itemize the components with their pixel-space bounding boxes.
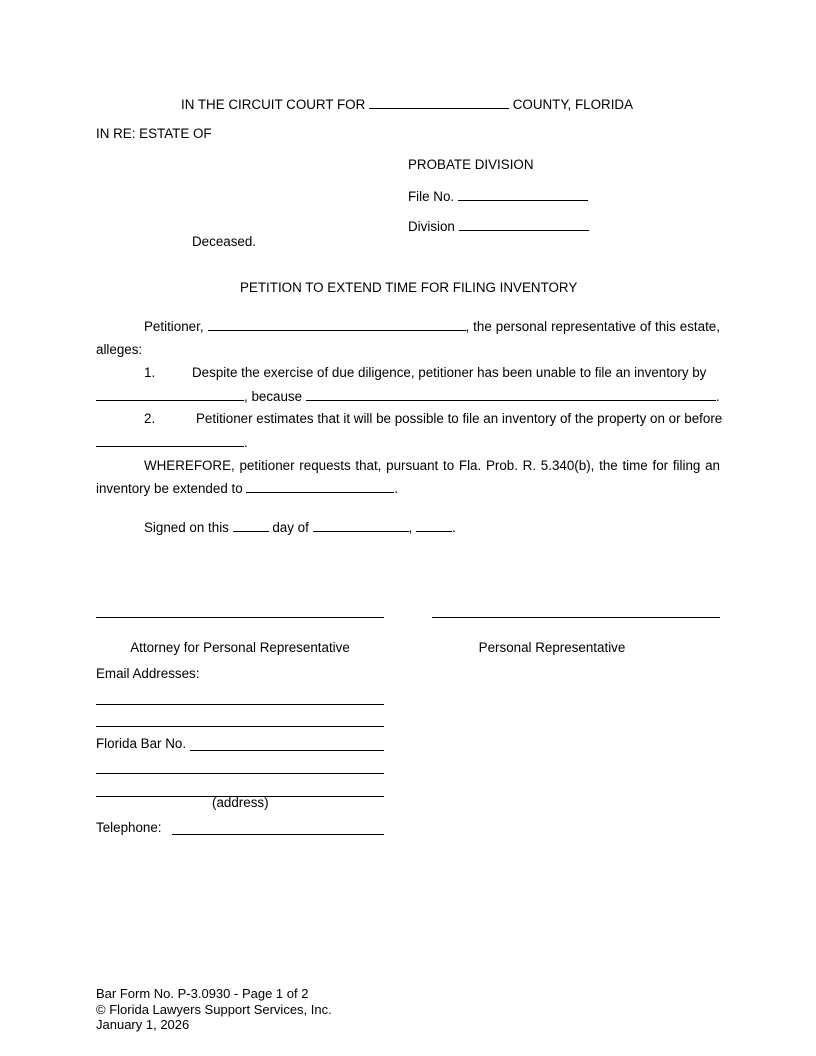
document-title: PETITION TO EXTEND TIME FOR FILING INVENTORY bbox=[240, 280, 578, 295]
division-field bbox=[408, 218, 589, 235]
bar-no-label: Florida Bar No. bbox=[96, 736, 187, 751]
footer bbox=[96, 986, 332, 1033]
intro-paragraph bbox=[96, 315, 720, 361]
day-of-label: day of bbox=[272, 520, 309, 535]
address-line-1[interactable] bbox=[96, 773, 384, 774]
address-label: (address) bbox=[212, 795, 269, 810]
court-prefix: IN THE CIRCUIT COURT FOR bbox=[181, 97, 366, 112]
intro-rest: , the personal representative of this estate, bbox=[465, 319, 720, 334]
reason-blank[interactable] bbox=[306, 388, 716, 401]
day-blank[interactable] bbox=[233, 519, 269, 532]
email-label: Email Addresses: bbox=[96, 666, 200, 681]
county-blank[interactable] bbox=[369, 96, 509, 109]
extension-date-blank[interactable] bbox=[246, 480, 394, 493]
court-suffix: COUNTY, FLORIDA bbox=[512, 97, 634, 112]
inventory-date-blank[interactable] bbox=[96, 388, 244, 401]
item-2-line2: . bbox=[96, 434, 248, 451]
petitioner-name-blank[interactable] bbox=[208, 318, 466, 331]
telephone-line[interactable] bbox=[172, 834, 384, 835]
file-no bbox=[408, 188, 588, 205]
wherefore-paragraph: WHEREFORE, petitioner requests that, pursuant to Fla. Prob. R. 5.340(b), the time for filing an inventory be extended to . bbox=[96, 458, 720, 496]
telephone-label: Telephone: bbox=[96, 820, 162, 835]
item-1-text: Despite the exercise of due diligence, petitioner has been unable to file an inventory by bbox=[192, 365, 707, 380]
estimated-date-blank[interactable] bbox=[96, 434, 244, 447]
division-blank[interactable] bbox=[459, 218, 589, 231]
file-no-label: File No. bbox=[408, 189, 455, 204]
wherefore-line2: inventory be extended to bbox=[96, 481, 243, 496]
wherefore-text: WHEREFORE, petitioner requests that, pursuant to Fla. Prob. R. 5.340(b), the time for filing an bbox=[144, 458, 720, 473]
footer-form-no: Bar Form No. P-3.0930 - Page 1 of 2 bbox=[96, 986, 309, 1001]
pr-label: Personal Representative bbox=[478, 640, 626, 655]
deceased-label: Deceased. bbox=[192, 234, 257, 249]
intro-petitioner: Petitioner, bbox=[144, 319, 204, 334]
bar-no-line[interactable] bbox=[190, 750, 384, 751]
item-1-line2: , because . bbox=[96, 388, 720, 405]
attorney-label: Attorney for Personal Representative bbox=[130, 640, 350, 655]
signed-on-label: Signed on this bbox=[144, 520, 229, 535]
attorney-signature-line[interactable] bbox=[96, 617, 384, 618]
court-caption bbox=[181, 96, 633, 113]
year-blank[interactable] bbox=[416, 519, 452, 532]
division-label: Division bbox=[408, 219, 455, 234]
file-no-blank[interactable] bbox=[458, 188, 588, 201]
item-1-because: , because bbox=[244, 389, 303, 404]
footer-copyright: © Florida Lawyers Support Services, Inc. bbox=[96, 1001, 332, 1017]
item-1-number: 1. bbox=[144, 365, 156, 380]
item-2-number: 2. bbox=[144, 411, 156, 426]
in-re-estate: IN RE: ESTATE OF bbox=[96, 126, 212, 141]
footer-date: January 1, 2026 bbox=[96, 1017, 190, 1032]
intro-alleges: alleges: bbox=[96, 342, 143, 357]
email-line-1[interactable] bbox=[96, 704, 384, 705]
email-line-2[interactable] bbox=[96, 726, 384, 727]
month-blank[interactable] bbox=[313, 519, 409, 532]
pr-signature-line[interactable] bbox=[432, 617, 720, 618]
probate-division: PROBATE DIVISION bbox=[408, 157, 534, 172]
signed-on: Signed on this day of , . bbox=[144, 520, 456, 535]
item-2-text: Petitioner estimates that it will be possible to file an inventory of the property on or before bbox=[196, 411, 723, 426]
